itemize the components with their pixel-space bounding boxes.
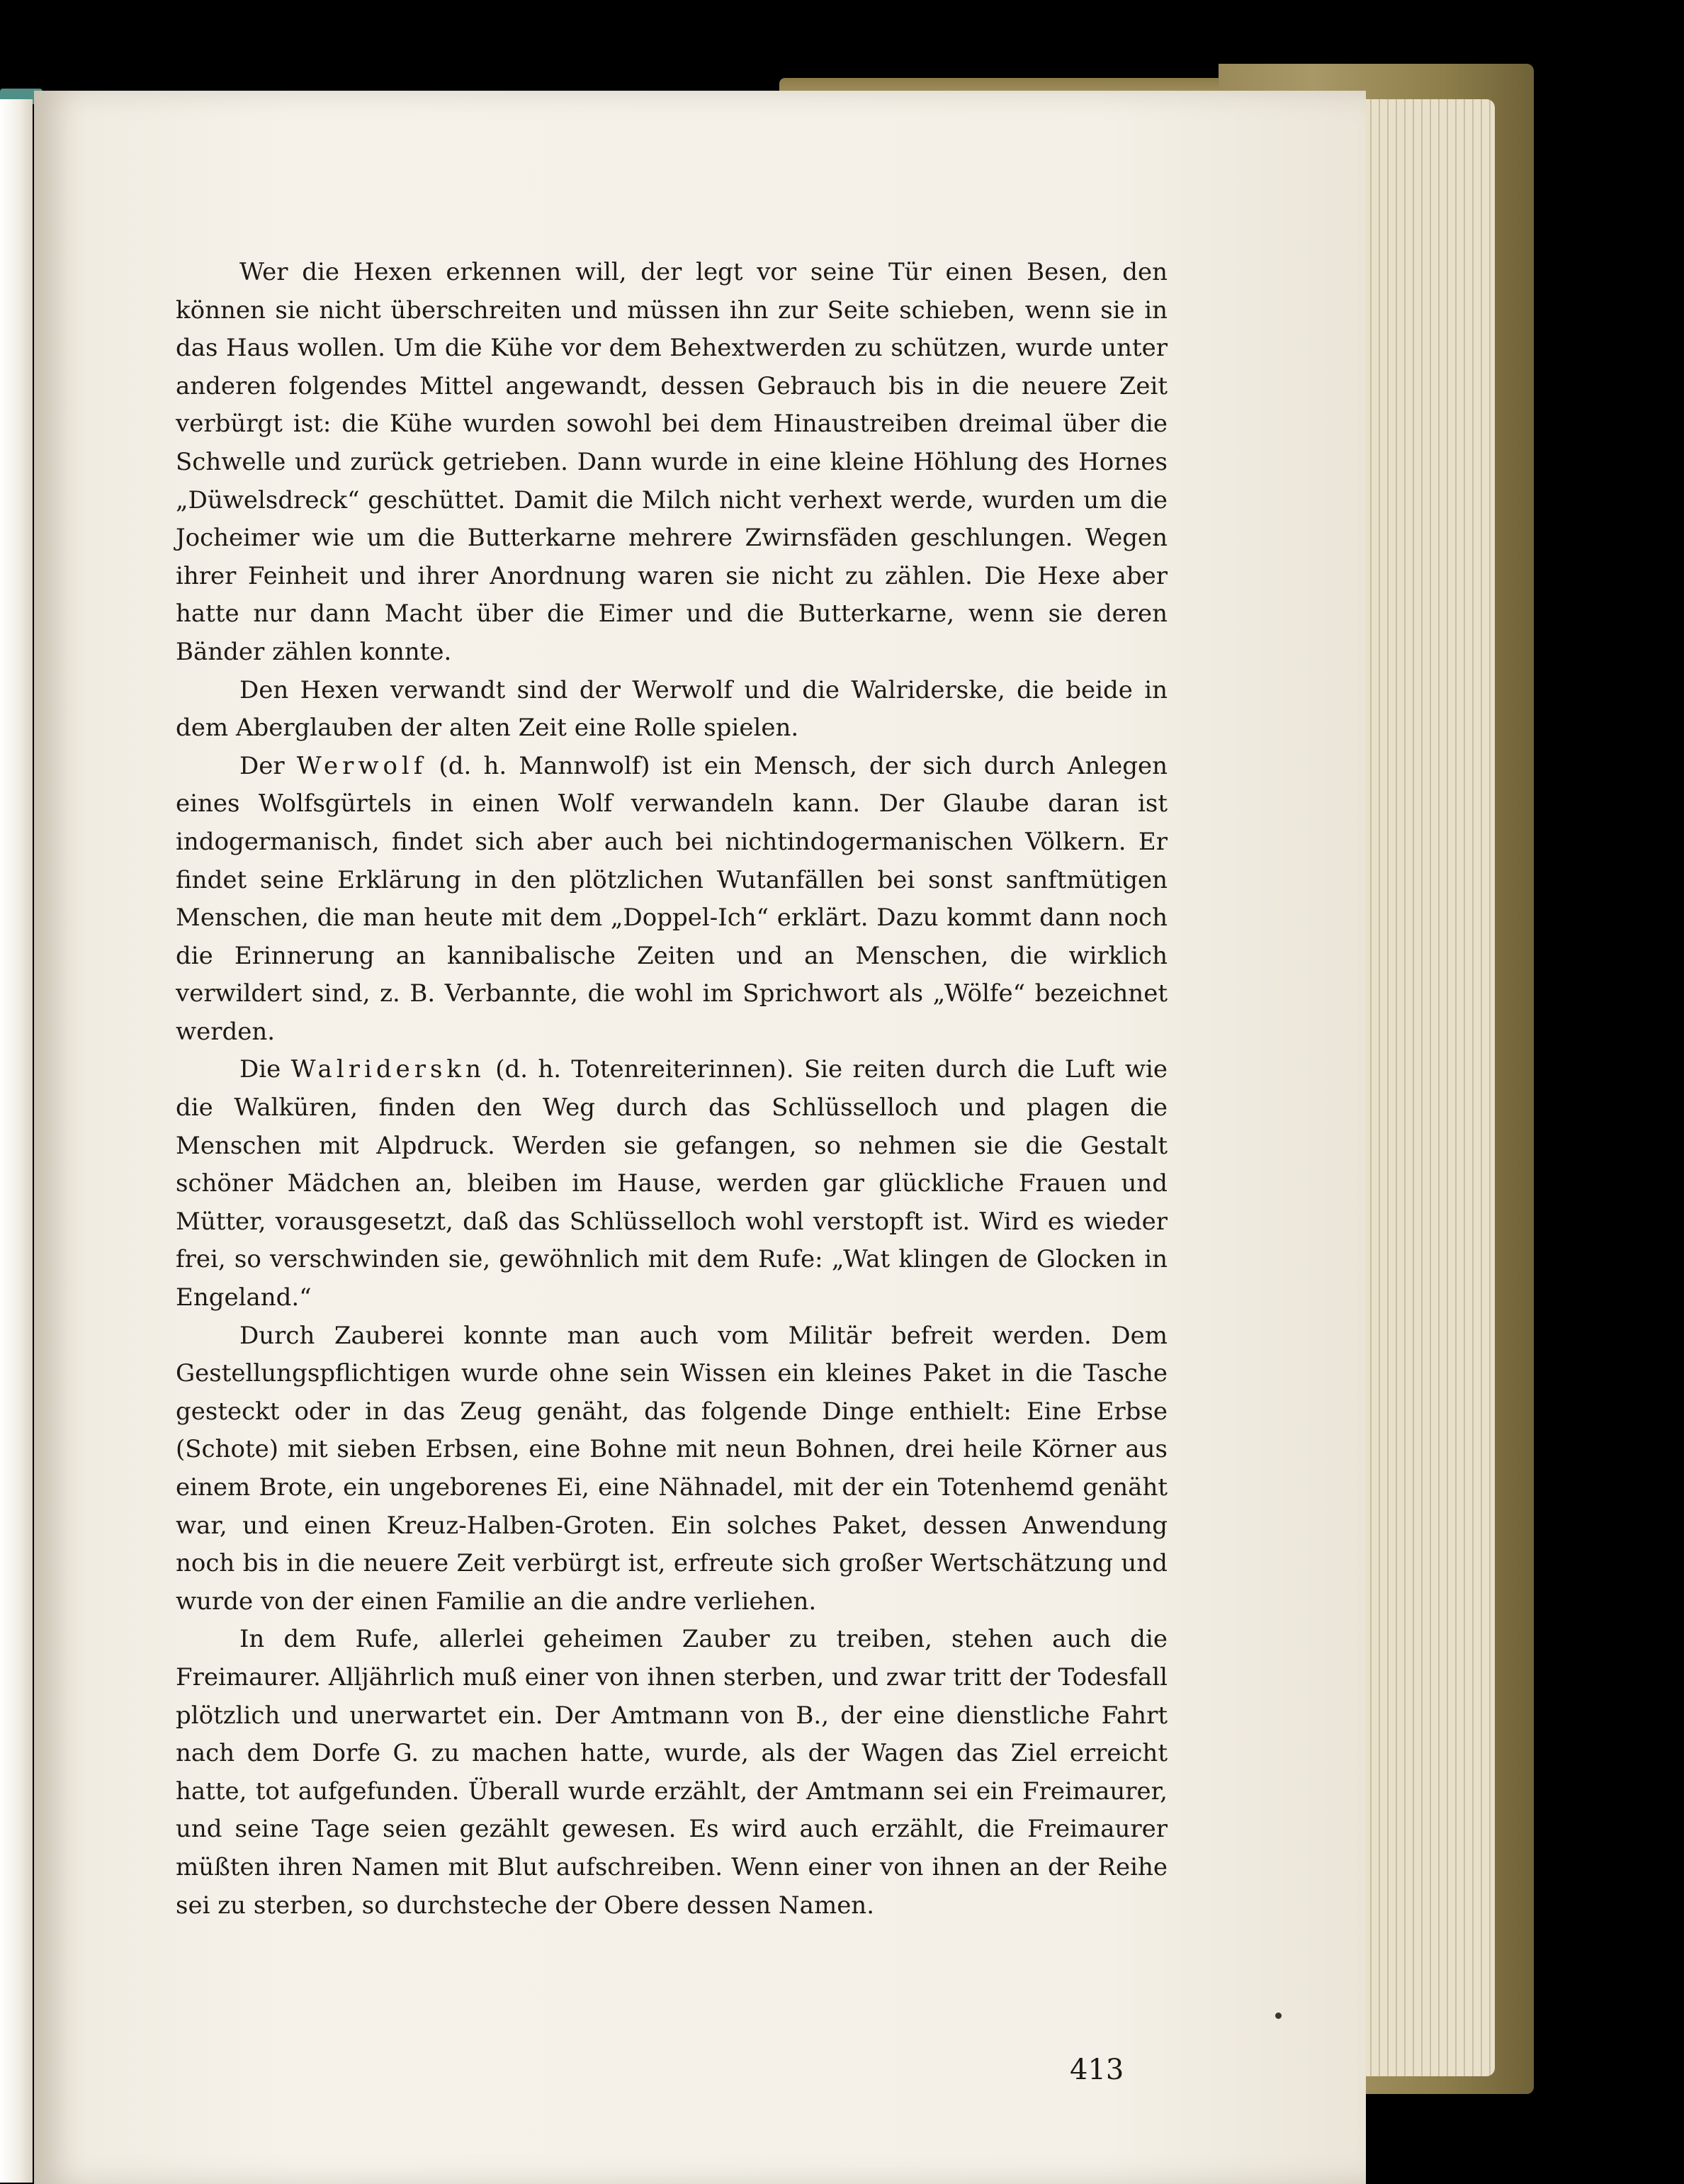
term-walriderskn: Walriderskn bbox=[290, 1055, 485, 1084]
paragraph-freimaurer: In dem Rufe, allerlei geheimen Zauber zu treiben, stehen auch die Freimaurer. Alljährlich muß einer von ihnen sterben, und zwar tritt der Todesfall plötzlich und unerwartet ein. Der Amtmann von B., der eine dienstliche Fahrt nach dem Dorfe G. zu machen hatte, wurde, als der Wagen das Ziel erreicht hatte, tot aufgefunden. Überall wurde erzählt, der Amtmann sei ein Freimaurer, und seine Tage seien gezählt gewesen. Es wird auch erzählt, die Freimaurer müßten ihren Namen mit Blut aufschreiben. Wenn einer von ihnen an der Reihe sei zu sterben, so durchsteche der Obere dessen Namen. bbox=[176, 1625, 1168, 1920]
book-page bbox=[34, 91, 1366, 2184]
paragraph-walriderskn-text: (d. h. Totenreiterinnen). Sie reiten durch die Luft wie die Walküren, finden den Weg durch das Schlüsselloch und plagen die Menschen mit Alpdruck. Werden sie gefangen, so nehmen sie die Gestalt schöner Mädchen an, bleiben im Hause, werden gar glückliche Frauen und Mütter, vorausgesetzt, daß das Schlüsselloch wohl verstopft ist. Wird es wieder frei, so verschwinden sie, gewöhnlich mit dem Rufe: „Wat klingen de Glocken in Engeland.“ bbox=[176, 1055, 1168, 1312]
paragraph-walriderskn bbox=[176, 1051, 1168, 1317]
paragraph-werwolf-text: (d. h. Mannwolf) ist ein Mensch, der sich durch Anlegen eines Wolfsgürtels in einen Wolf verwandeln kann. Der Glaube daran ist indogermanisch, findet sich aber auch bei nichtindogermanischen Völkern. Er findet seine Erklärung in den plötzlichen Wutanfällen bei sonst sanftmütigen Menschen, die man heute mit dem „Doppel-Ich“ erklärt. Dazu kommt dann noch die Erinnerung an kannibalische Zeiten und an Menschen, die wirklich verwildert sind, z. B. Verbannte, die wohl im Sprichwort als „Wölfe“ bezeichnet werden. bbox=[176, 751, 1168, 1046]
paragraph-hexen: Wer die Hexen erkennen will, der legt vor seine Tür einen Besen, den können sie nicht überschreiten und müssen ihn zur Seite schieben, wenn sie in das Haus wollen. Um die Kühe vor dem Behextwerden zu schützen, wurde unter anderen folgendes Mittel angewandt, dessen Gebrauch bis in die neuere Zeit verbürgt ist: die Kühe wurden sowohl bei dem Hinaustreiben dreimal über die Schwelle und zurück getrieben. Dann wurde in eine kleine Höhlung des Hornes „Düwelsdreck“ geschüttet. Damit die Milch nicht verhext werde, wurden um die Jocheimer wie um die Butterkarne mehrere Zwirnsfäden geschlungen. Wegen ihrer Feinheit und ihrer Anordnung waren sie nicht zu zählen. Die Hexe aber hatte nur dann Macht über die Eimer und die Butterkarne, wenn sie deren Bänder zählen konnte. bbox=[176, 258, 1168, 666]
paragraph-verwandt: Den Hexen verwandt sind der Werwolf und die Walriderske, die beide in dem Aberglauben der alten Zeit eine Rolle spielen. bbox=[176, 675, 1168, 743]
term-werwolf: Werwolf bbox=[296, 751, 427, 780]
paragraph-werwolf bbox=[176, 748, 1168, 1052]
ink-speck bbox=[1275, 2013, 1282, 2019]
body-text bbox=[176, 254, 1168, 1925]
facing-page-edge bbox=[0, 99, 33, 2183]
paragraph-militaer: Durch Zauberei konnte man auch vom Militär befreit werden. Dem Gestellungspflichtigen wurde ohne sein Wissen ein kleines Paket in die Tasche gesteckt oder in das Zeug genäht, das folgende Dinge enthielt: Eine Erbse (Schote) mit sieben Erbsen, eine Bohne mit neun Bohnen, drei heile Körner aus einem Brote, ein ungeborenes Ei, eine Nähnadel, mit der ein Totenhemd genäht war, und einen Kreuz-Halben-Groten. Ein solches Paket, dessen Anwendung noch bis in die neuere Zeit verbürgt ist, erfreute sich großer Wertschätzung und wurde von der einen Familie an die andre verliehen. bbox=[176, 1321, 1168, 1616]
term-prefix: Die bbox=[239, 1055, 291, 1084]
page-number: 413 bbox=[1070, 2054, 1124, 2086]
page-edges bbox=[1346, 99, 1495, 2076]
term-prefix: Der bbox=[239, 751, 297, 780]
